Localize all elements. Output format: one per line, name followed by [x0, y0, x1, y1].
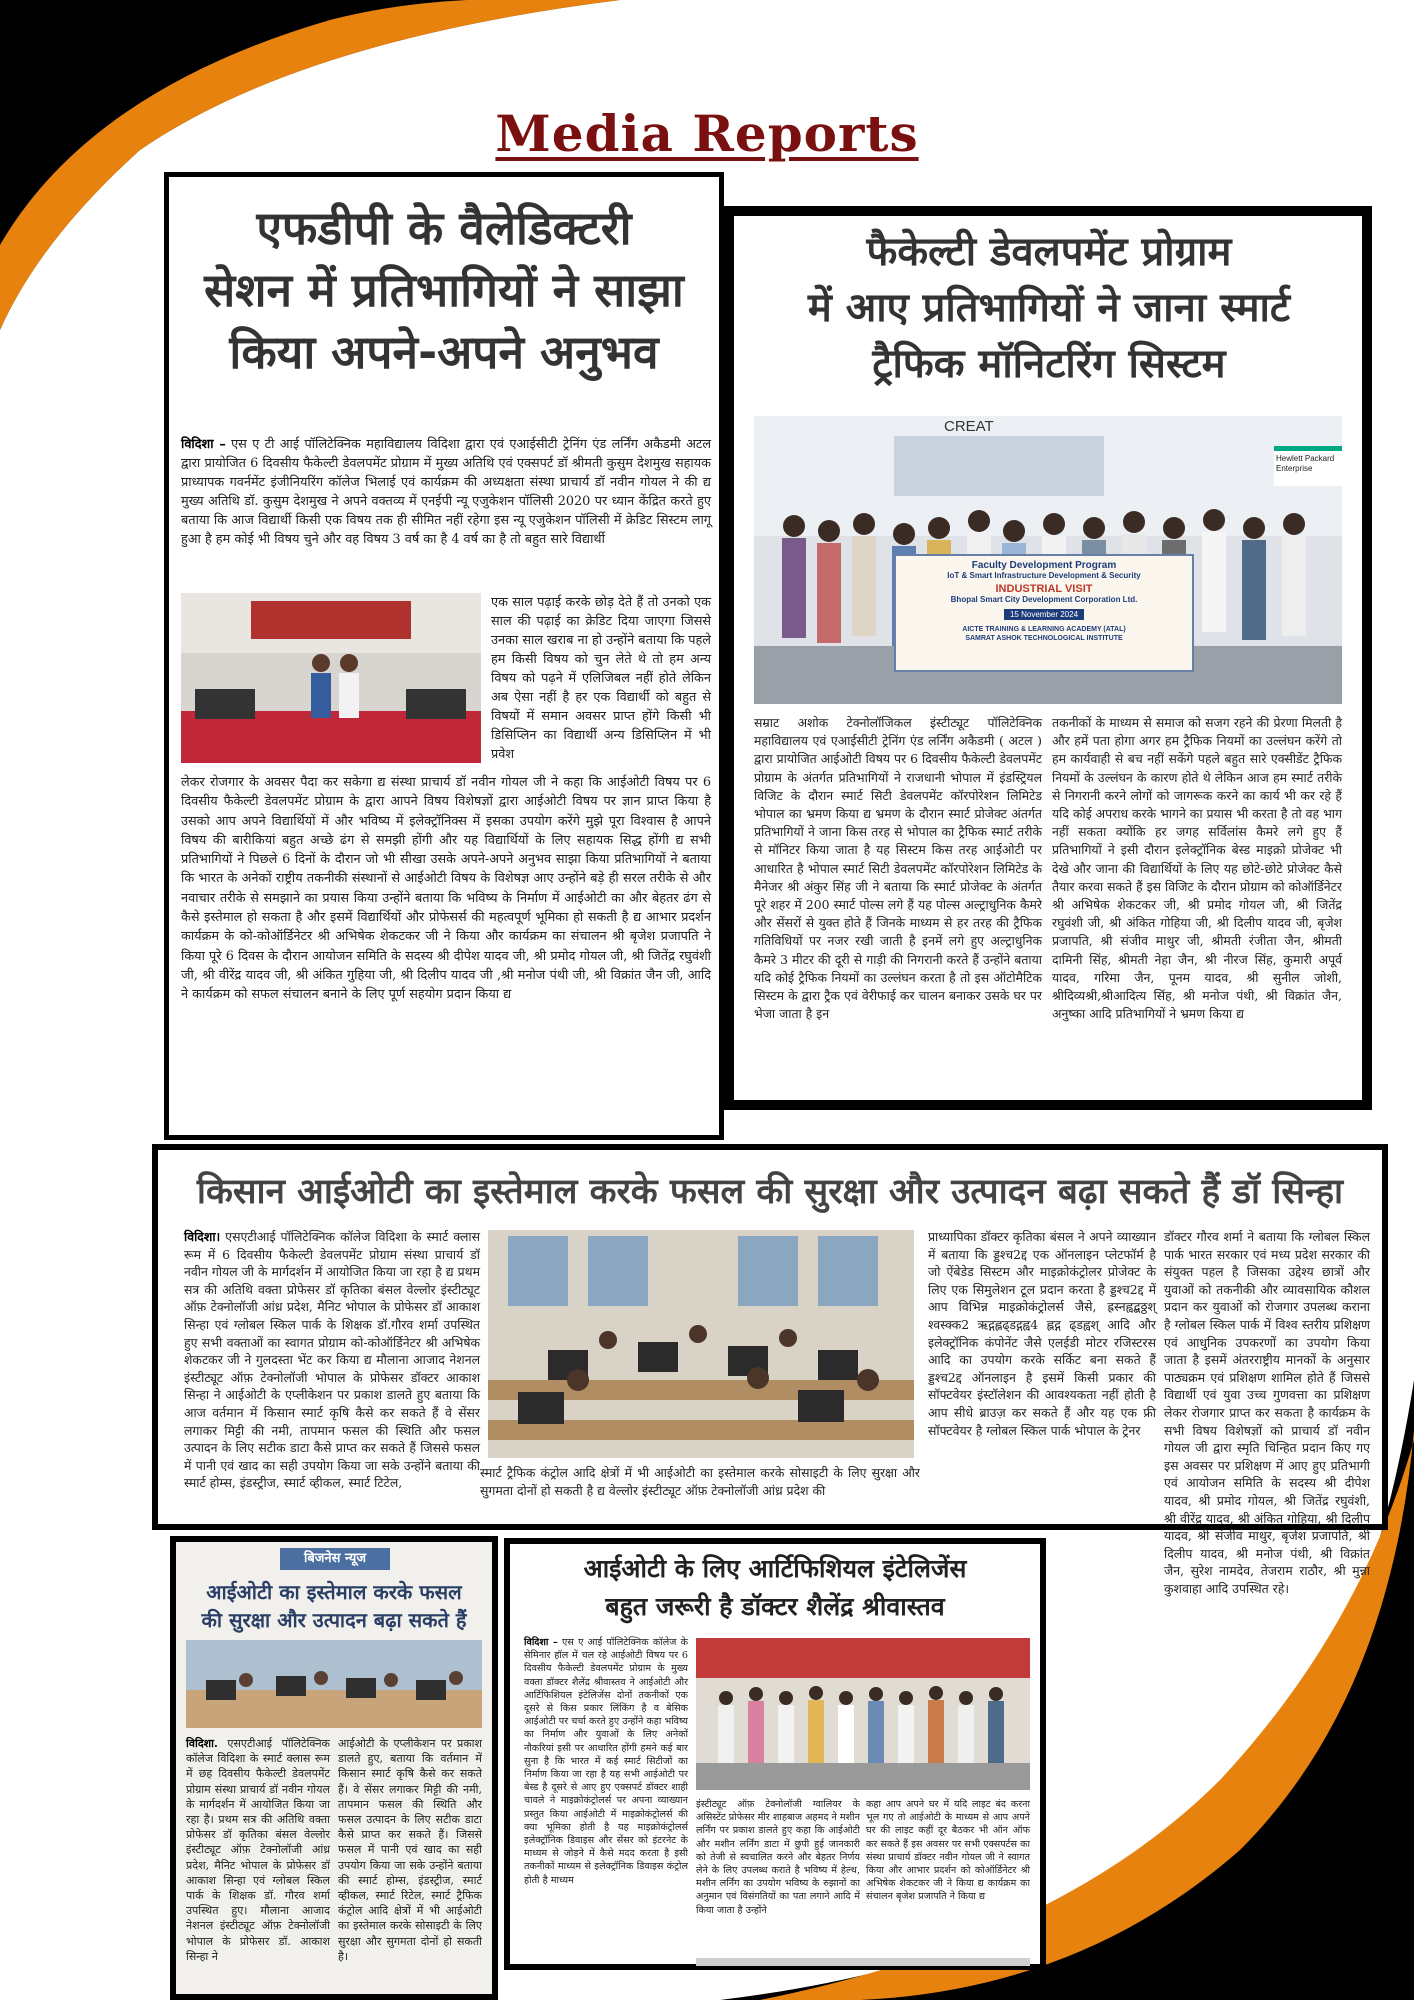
- article-col4-3: डॉक्टर गौरव शर्मा ने बताया कि ग्लोबल स्किल पार्क भारत सरकार एवं मध्य प्रदेश सरकार की संयुक्त पहल है जिसका उद्देश्य छात्रों और युवाओं को तकनीकी और व्यावसायिक कौशल प्रदान कर युवाओं को रोजगार उपलब्ध कराना है ग्लोबल स्किल पार्क में विश्व स्तरीय प्रशिक्षण एवं आधुनिक उपकरणों का उपयोग किया जाता है इसमें अंतरराष्ट्रीय मानकों के अनुसार पाठ्यक्रम एवं प्रशिक्षण शामिल होते हैं जिससे विद्यार्थी एवं युवा उच्च गुणवत्ता का प्रशिक्षण लेकर रोजगार प्राप्त कर सकता है कार्यक्रम के सभी विषय विशेषज्ञों को प्राचार्य डॉ नवीन गोयल जी द्वारा स्मृति चिन्हित प्रदान किए गए इस अवसर पर प्रशिक्षण में आए हुए प्रतिभागी एवं आयोजन समिति के सदस्य श्री दीपेश यादव, श्री प्रमोद गोयल, श्री जितेंद्र रघुवंशी, श्री वीरेंद्र यादव, श्री अंकित गोहिया, श्री दिलीप यादव, श्री संजीव माथुर, बृजेश प्रजापति, श्री दिलीप यादव, श्री मनोज पंथी, श्री विक्रांत जैन, सुरेश नामदेव, तेजराम राठौर, श्री मुन्ना कुशवाहा आदि उपस्थित रहे।: [1164, 1229, 1370, 1596]
- news-clipping-4: [170, 1536, 498, 2000]
- article-intro-1: विदिशा – एस ए टी आई पॉलिटेक्निक महाविद्यालय विदिशा द्वारा एवं एआईसीटी ट्रेनिंग एंड लर्निंग अकैडमी अटल द्वारा प्रायोजित 6 दिवसीय फैकेल्टी डेवलपमेंट प्रोग्राम में मुख्य अतिथि एवं एक्सपर्ट डॉ श्रीमती कुसुम देशमुख सहायक प्राध्यापक गवर्नमेंट इंजीनियरिंग कॉलेज भिलाई एवं कार्यक्रम की अध्यक्षता संस्था प्राचार्य डॉ नवीन गोयल ने की द्य मुख्य अतिथि डॉ. कुसुम देशमुख ने अपने वक्तव्य में एनईपी न्यू एजुकेशन पॉलिसी 2020 पर ध्यान केंद्रित करते हुए बताया कि आज विद्यार्थी किसी एक विषय तक ही सीमित नहीं रहेगा इस न्यू एजुकेशन पॉलिसी में क्रेडिट सिस्टम लागू हुआ है हम कोई भी विषय चुने और वह विषय 3 वर्ष का है 4 वर्ष का है तो बहुत सारे विद्यार्थी: [181, 437, 711, 547]
- headline-1: एफडीपी के वैलेडिक्टरी सेशन में प्रतिभागियों ने साझा किया अपने-अपने अनुभव: [204, 201, 684, 379]
- article-col1-2: सम्राट अशोक टेक्नोलॉजिकल इंस्टीट्यूट पॉलिटेक्निक महाविद्यालय एवं एआईसीटी ट्रेनिंग एंड लर्निंग अकैडमी ( अटल ) द्वारा प्रायोजित आईओटी विषय पर 6 दिवसीय फैकेल्टी डेवलपमेंट प्रोग्राम के अंतर्गत प्रतिभागियों ने राजधानी भोपाल में इंडस्ट्रियल विजिट के दौरान स्मार्ट सिटी डेवलपमेंट कॉरपोरेशन लिमिटेड भोपाल का भ्रमण किया द्य भ्रमण के दौरान स्मार्ट प्रोजेक्ट अंतर्गत प्रतिभागियों ने जाना किस तरह से भोपाल का ट्रैफिक स्मार्ट तरीके से मॉनिटर किया जाता है यह सिस्टम किस तरह आईओटी पर आधारित है भोपाल स्मार्ट सिटी डेवलपमेंट कॉरपोरेशन लिमिटेड के मैनेजर श्री अंकुर सिंह जी ने बताया कि स्मार्ट प्रोजेक्ट के अंतर्गत पूरे शहर में 200 स्मार्ट पोल्स लगे हैं यह पोल्स अल्ट्राधुनिक कैमरे और सेंसरों से युक्त होते हैं जिनके माध्यम से हर तरह की ट्रैफिक गतिविधियों पर नजर रखी जाती है इनमें लगे हुए अल्ट्राधुनिक कैमरे 3 मीटर की दूरी से गाड़ी की निगरानी करते हैं उन्होंने बताया यदि कोई ट्रैफिक नियमों का उल्लंघन करता है तो इस ऑटोमैटिक सिस्टम के द्वारा ट्रैक एवं वेरीफाई कर चालन बनाकर उसके घर पर भेजा जाता है इन: [754, 715, 1042, 1022]
- news-clipping-2: [724, 206, 1372, 1110]
- article-col3-5: कहा आप अपने घर में यदि लाइट बंद करना भूल गए तो आईओटी के माध्यम से आप अपने घर की लाइट कहीं दूर बैठकर भी ऑन ऑफ कर सकते हैं इस अवसर पर सभी एक्सपर्टस का संस्था प्राचार्य डॉक्टर नवीन गोयल जी ने स्वागत किया और आभार प्रदर्शन को कोऑर्डिनेटर श्री अभिषेक शेकटकर जी ने किया द्य कार्यक्रम का संचालन बृजेश प्रजापति ने किया द्य: [866, 1799, 1030, 1903]
- article-body-1: लेकर रोजगार के अवसर पैदा कर सकेगा द्य संस्था प्राचार्य डॉ नवीन गोयल जी ने कहा कि आईओटी विषय पर 6 दिवसीय फैकेल्टी डेवलपमेंट प्रोग्राम के द्वारा आपने विषय विशेषज्ञों द्वारा आईओटी विषय पर ज्ञान प्राप्त किया है उसको आप अपने विद्यार्थियों में और भविष्य में इलेक्ट्रॉनिक्स में इसका उपयोग करेंगे मुझे पूरा विश्वास है आपने विषय की बारीकियां बहुत अच्छे ढंग से समझी होंगी और यह विद्यार्थियों के लिए सहायक सिद्ध होंगी द्य सभी प्रतिभागियों ने पिछले 6 दिनों के दौरान जो भी सीखा उसके अपने-अपने अनुभव साझा किया प्रतिभागियों ने बताया कि भारत के अनेकों राष्ट्रीय तकनीकी संस्थानों से आईओटी विषय के विशेषज्ञ आए उन्होंने बड़े ही सरल तरीके से और नवाचार तरीके से समझाने का प्रयास किया उन्होंने बताया कि भविष्य के निर्माण में आईओटी का और बेहतर ढंग से कैसे इस्तेमाल हो सकता है और इसमें विद्यार्थियों और प्रोफेसर्स की महत्वपूर्ण भूमिका हो सकती है द्य आभार प्रदर्शन कार्यक्रम के को-कोऑर्डिनेटर श्री अभिषेक शेकटकर जी ने किया और कार्यक्रम का संचालन श्री बृजेश प्रजापति ने किया पूरे 6 दिवस के दौरान आयोजन समिति के सदस्य श्री दीपेश यादव जी, श्री प्रमोद गोयल जी, श्री जितेंद्र रघुवंशी जी, श्री वीरेंद्र यादव जी, श्री अंकित गुहिया जी, श्री दिलीप यादव जी ,श्री मनोज पंथी जी, श्री विक्रांत जैन जी, आदि ने कार्यक्रम को सफल संचालन बनाने के लिए पूर्ण सहयोग प्रदान किया द्य: [181, 775, 711, 1003]
- wall-sign: CREAT: [944, 418, 994, 435]
- program-banner: Faculty Development Program IoT & Smart Infrastructure Development & Security INDUSTRIAL VISIT Bhopal Smart City Development Corporation Ltd. 15 November 2024 AICTE TRAINING & LEARNING ACADEMY (ATAL) SAMRAT ASHOK TECHNOLOGICAL INSTITUTE: [894, 554, 1194, 672]
- article-col1-5: विदिशा – एस ए आई पॉलिटेक्निक कॉलेज के सेमिनार हॉल में चल रहे आईओटी विषय पर 6 दिवसीय फैकेल्टी डेवलपमेंट प्रोग्राम के मुख्य वक्ता डॉक्टर शैलेंद्र श्रीवास्तव ने आईओटी और आर्टिफिशियल इंटेलिजेंस दोनों तकनीकों एक दूसरे से किस प्रकार लिंकिंग है व बेसिक आईओटी पर चर्चा करते हुए उन्होंने कहा भविष्य का निर्माण और युवाओं के लिए अनेकों नौकरियां इसी पर आधारित होंगी हमने कई बार सुना है कि भारत में कई स्मार्ट सिटीजों का निर्माण किया जा रहा है यह सभी आईओटी पर बेस्ड है दूसरे से आए हुए एक्सपर्ट डॉक्टर शाही चावले ने माइक्रोकंट्रोलर्स पर अपना व्याख्यान प्रस्तुत किया आईओटी में माइक्रोकंट्रोलर्स की क्या भूमिका होती है यह माइक्रोकंट्रोलर्स इलेक्ट्रॉनिक डिवाइस और सेंसर को इंटरनेट के माध्यम से जोड़ने में कैसे मदद करता है इसी तकनीकों माध्यम से इलेक्ट्रॉनिक डिवाइस कंट्रोल होती है माध्यम: [524, 1637, 688, 1886]
- article-col1-3: विदिशा। एसएटीआई पॉलिटेक्निक कॉलेज विदिशा के स्मार्ट क्लास रूम में 6 दिवसीय फैकेल्टी डेवलपमेंट प्रोग्राम संस्था प्राचार्य डॉ नवीन गोयल जी के मार्गदर्शन में आयोजित किया जा रहा है द्य प्रथम सत्र की अतिथि वक्ता प्रोफेसर डॉ कृतिका बंसल वेल्लोर इंस्टीट्यूट ऑफ़ टेक्नोलॉजी आंध्र प्रदेश, मैनिट भोपाल के प्रोफेसर डॉ आकाश सिन्हा एवं ग्लोबल स्किल पार्क के शिक्षक डॉ.गौरव शर्मा उपस्थित हुए सभी वक्ताओं का स्वागत प्रोग्राम को-कोऑर्डिनेटर श्री अभिषेक शेकटकर जी ने गुलदस्ता भेंट कर किया द्य मौलाना आजाद नेशनल इंस्टीट्यूट ऑफ़ टेक्नोलॉजी भोपाल के प्रोफेसर डॉक्टर आकाश सिन्हा ने आईओटी के एप्लीकेशन पर प्रकाश डालते हुए बताया कि आज वर्तमान में किसान स्मार्ट कृषि कैसे कर सकते हैं वे सेंसर लगाकर मिट्टी की नमी, तापमान फसल की स्थिति और फसल उत्पादन के लिए सटीक डाटा कैसे प्राप्त कर सकते हैं जिससे फसल में पानी एवं खाद का सही उपयोग किया जा सके उन्होंने बताया की स्मार्ट होम्स, इंडस्ट्रीज, स्मार्ट व्हीकल, स्मार्ट टिटेल,: [184, 1229, 480, 1491]
- article-col2-2: तकनीकों के माध्यम से समाज को सजग रहने की प्रेरणा मिलती है और हमें पता होगा अगर हम ट्रैफिक नियमों का उल्लंघन करेंगे तो हम कार्यवाही से बच नहीं सकेंगे पहले बहुत सारे एक्सीडेंट ट्रैफिक नियमों के उल्लंघन के कारण होते थे लेकिन आज हम स्मार्ट तरीके से निगरानी करने लोगों को जागरूक करने का कार्य भी कर रहे हैं यदि कोई अपराध करके भागने का प्रयास भी करता है तो वह भाग नहीं सकता क्योंकि हर जगह सर्विलांस कैमरे लगे हुए हैं प्रतिभागियों ने इसी दौरान इलेक्ट्रॉनिक बेस्ड माइक्रो प्रोजेक्ट भी देखे और जाना की विद्यार्थियों के लिए यह छोटे-छोटे प्रोजेक्ट कैसे तैयार करवा सकते हैं इस विजिट के दौरान प्रोग्राम को कोऑर्डिनेटर श्री अभिषेक शेकटकर जी, श्री प्रमोद गोयल जी, श्री जितेंद्र रघुवंशी जी, श्री अंकित गोहिया जी, श्री दिलीप यादव जी, बृजेश प्रजापति, श्री संजीव माथुर जी, श्रीमती रंजीता जैन, श्रीमती दामिनी सिंह, श्रीमती नेहा जैन, श्री नीरज सिंह, कुमारी अपूर्व यादव, गरिमा जैन, पूनम यादव, श्री सुनील जोशी, श्रीदिव्यश्री,श्रीआदित्य सिंह, श्री मनोज पंथी, श्री विक्रांत जैन, अनुष्का आदि प्रतिभागियों ने भ्रमण किया द्य: [1052, 715, 1342, 1022]
- footer-strip: [696, 1958, 1030, 1966]
- section-tag: बिजनेस न्यूज: [280, 1548, 390, 1570]
- article-col3-3: प्राध्यापिका डॉक्टर कृतिका बंसल ने अपने व्याख्यान में बताया कि ड्डश्च2द्द एक ऑनलाइन प्लेटफॉर्म है जो ऐंबेडेड सिस्टम और माइक्रोकंट्रोलर प्रोजेक्ट के लिए एक सिमुलेशन टूल प्रदान करता है ड्डश्च2द्द में आप विभिन्न माइक्रोकंट्रोलर्स जैसे, ह्रस्नह्वद्बठ्ठश् श्वस्क्क2 ऋद्गह्लढ्डद्गह्व4 ह्लद्ग ढ्डह्वश् आदि और इलेक्ट्रॉनिक कंपोनेंट जैसे एलईडी मोटर रजिस्टरस आदि का उपयोग करके सर्किट बना सकते हैं ड्डश्च2द्द ऑनलाइन है इसमें किसी प्रकार की सॉफ्टवेयर इंस्टॉलेशन की आवश्यकता नहीं होती है आप सीधे ब्राउज़ कर सकते हैं और यह एक फ्री सॉफ्टवेयर है ग्लोबल स्किल पार्क भोपाल के ट्रेनर: [928, 1229, 1156, 1438]
- headline-3: किसान आईओटी का इस्तेमाल करके फसल की सुरक्षा और उत्पादन बढ़ा सकते हैं डॉ सिन्हा: [196, 1172, 1344, 1212]
- news-clipping-1: [164, 172, 724, 1140]
- classroom-photo-3: [488, 1230, 914, 1458]
- classroom-photo-4: [186, 1640, 482, 1728]
- speaker-group-photo-5: [696, 1638, 1030, 1790]
- photo-caption-3: स्मार्ट ट्रैफिक कंट्रोल आदि क्षेत्रों में भी आईओटी का इस्तेमाल करके सोसाइटी के लिए सुरक्षा और सुगमता दोनों हो सकती है द्य वेल्लोर इंस्टीट्यूट ऑफ़ टेक्नोलॉजी आंध्र प्रदेश की: [480, 1465, 920, 1498]
- article-side-1: एक साल पढ़ाई करके छोड़ देते हैं तो उनको एक साल की पढ़ाई का क्रेडिट दिया जाएगा जिससे उनका साल खराब ना हो उन्होंने बताया कि पहले हम किसी विषय को चुन लेते थे तो हम अन्य विषय को पढ़ने में एलिजिबल नहीं होते लेकिन अब ऐसा नहीं है हर एक विद्यार्थी को बहुत से विषयों में समान अवसर प्राप्त होंगे किसी भी डिसिप्लिन का विद्यार्थी अन्य डिसिप्लिन में भी प्रवेश: [491, 595, 711, 762]
- news-clipping-5: [504, 1538, 1046, 1970]
- page-title: Media Reports: [495, 104, 919, 163]
- article-col2-5: इंस्टीट्यूट ऑफ़ टेक्नोलॉजी ग्वालियर के असिस्टेंट प्रोफेसर मीर शाहबाज अहमद ने मशीन लर्निंग पर प्रकाश डालते हुए कहा कि आईओटी और मशीन लर्निंग डाटा में छुपी हुई जानकारी को तेजी से स्वचालित करने और बेहतर निर्णय लेने के लिए उपलब्ध कराते है भविष्य में हेल्थ, मशीन लर्निंग का उपयोग भविष्य के रुझानों का अनुमान एवं विसंगतियों का पता लगाने आदि में किया जाता है उन्होंने: [696, 1799, 860, 1916]
- industrial-visit-group-photo: [754, 416, 1342, 704]
- ceremony-photo-1: [181, 593, 481, 763]
- headline-2: फैकेल्टी डेवलपमेंट प्रोग्राम में आए प्रतिभागियों ने जाना स्मार्ट ट्रैफिक मॉनिटरिंग सिस्टम: [807, 229, 1291, 387]
- article-col1-4: विदिशा. एसएटीआई पॉलिटेक्निक कॉलेज विदिशा के स्मार्ट क्लास रूम में छह दिवसीय फैकेल्टी डेवलपमेंट प्रोग्राम संस्था प्राचार्य डॉ नवीन गोयल के मार्गदर्शन में आयोजित किया जा रहा है। प्रथम सत्र की अतिथि वक्ता प्रोफेसर डॉ कृतिका बंसल वेल्लोर इंस्टीट्यूट ऑफ़ टेक्नोलॉजी आंध्र प्रदेश, मैनिट भोपाल के प्रोफेसर डॉ आकाश सिन्हा एवं ग्लोबल स्किल पार्क के शिक्षक डॉ. गौरव शर्मा उपस्थित हुए। मौलाना आजाद नेशनल इंस्टीट्यूट ऑफ़ टेक्नोलॉजी भोपाल के प्रोफेसर डॉ. आकाश सिन्हा ने: [186, 1737, 330, 1963]
- hpe-logo: Hewlett Packard Enterprise: [1276, 454, 1335, 473]
- headline-4: आईओटी का इस्तेमाल करके फसल की सुरक्षा और उत्पादन बढ़ा सकते हैं: [201, 1580, 467, 1632]
- headline-5: आईओटी के लिए आर्टिफिशियल इंटेलिजेंस बहुत जरूरी है डॉक्टर शैलेंद्र श्रीवास्तव: [583, 1554, 967, 1621]
- article-col2-4: आईओटी के एप्लीकेशन पर प्रकाश डालते हुए, बताया कि वर्तमान में किसान स्मार्ट कृषि कैसे कर सकते हैं। वे सेंसर लगाकर मिट्टी की नमी, तापमान फसल की स्थिति और फसल उत्पादन के लिए सटीक डाटा कैसे प्राप्त कर सकते हैं। जिससे फसल में पानी एवं खाद का सही उपयोग किया जा सके उन्होंने बताया की स्मार्ट होम्स, इंडस्ट्रीज, स्मार्ट व्हीकल, स्मार्ट रिटेल, स्मार्ट ट्रैफिक कंट्रोल आदि क्षेत्रों में भी आईओटी का इस्तेमाल करके सोसाइटी के लिए सुरक्षा और सुगमता दोनों हो सकती है।: [338, 1737, 482, 1963]
